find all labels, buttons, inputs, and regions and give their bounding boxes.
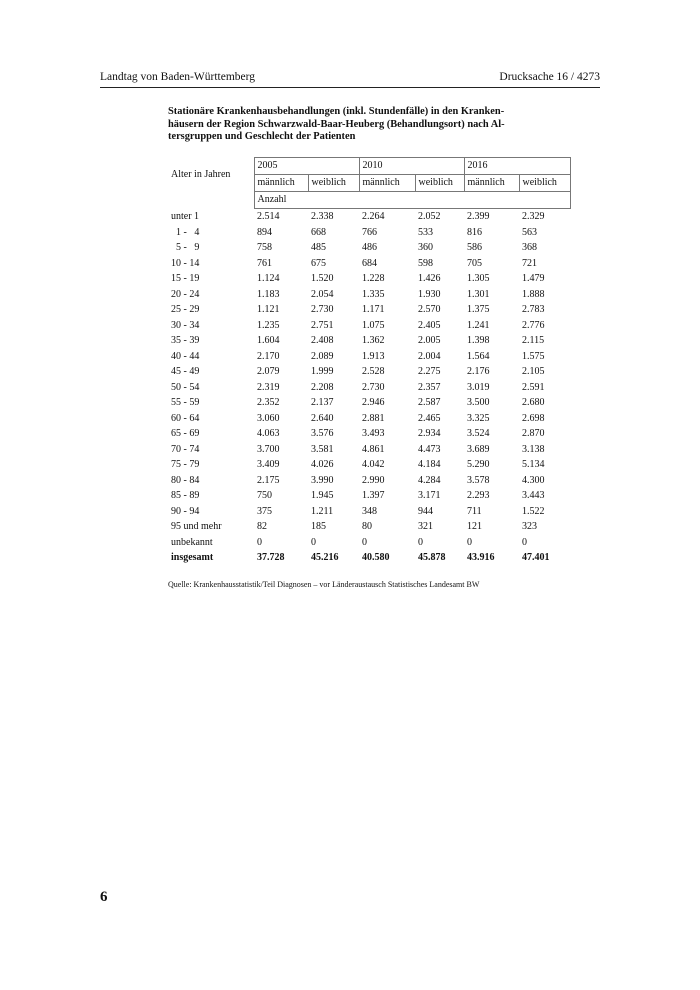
value-cell: 2.528 (362, 366, 385, 377)
value-cell: 2.870 (522, 428, 545, 439)
value-cell: 1.241 (467, 319, 490, 331)
value-cell: 3.700 (257, 443, 280, 455)
value-cell: 1.564 (467, 350, 490, 362)
value-cell: 3.060 (257, 412, 280, 424)
title-line: tersgruppen und Geschlecht der Patienten (168, 131, 356, 143)
age-group-cell: 55 - 59 (171, 397, 200, 408)
value-cell: 2.005 (418, 335, 441, 346)
sex-header: weiblich (308, 175, 359, 192)
value-cell: 2.357 (418, 381, 441, 393)
age-group-cell: 90 - 94 (171, 505, 200, 517)
value-cell: 1.479 (522, 273, 545, 284)
value-cell: 2.105 (522, 366, 545, 377)
value-cell: 80 (362, 521, 372, 532)
value-cell: 3.493 (362, 428, 385, 439)
table-row (168, 457, 570, 473)
table-row (168, 287, 570, 303)
age-group-cell: 85 - 89 (171, 490, 200, 501)
value-cell: 2.591 (522, 381, 545, 393)
age-group-cell: 65 - 69 (171, 428, 200, 439)
value-cell: 82 (257, 521, 267, 532)
value-cell: 2.089 (311, 350, 334, 362)
value-cell: 3.325 (467, 412, 490, 424)
table-title (168, 106, 568, 144)
table-row (168, 364, 570, 380)
year-header-2005: 2005 (254, 158, 359, 175)
value-cell: 5.290 (467, 459, 490, 470)
value-cell: 2.570 (418, 304, 441, 315)
value-cell: 1.930 (418, 288, 441, 300)
value-cell: 1.520 (311, 273, 334, 284)
value-cell: 4.042 (362, 459, 385, 470)
age-group-cell: 5 - 9 (171, 242, 200, 253)
value-cell: 2.275 (418, 366, 441, 377)
year-header-2010: 2010 (359, 158, 464, 175)
header-left-text: Landtag von Baden-Württemberg (100, 71, 255, 83)
value-cell: 1.604 (257, 335, 280, 346)
value-cell: 1.522 (522, 505, 545, 517)
age-group-cell: 40 - 44 (171, 350, 200, 362)
value-cell: 2.175 (257, 474, 280, 486)
total-row (168, 550, 570, 566)
table-row (168, 442, 570, 458)
age-group-cell: 70 - 74 (171, 443, 200, 455)
value-cell: 2.730 (362, 381, 385, 393)
value-cell: 321 (418, 521, 433, 532)
value-cell: 1.397 (362, 490, 385, 501)
value-cell: 485 (311, 242, 326, 253)
table-row (168, 333, 570, 349)
value-cell: 3.576 (311, 428, 334, 439)
value-cell: 533 (418, 226, 433, 238)
value-cell: 1.305 (467, 273, 490, 284)
age-group-cell: unbekannt (171, 536, 213, 548)
value-cell: 1.183 (257, 288, 280, 300)
value-cell: 1.913 (362, 350, 385, 362)
value-cell: 2.079 (257, 366, 280, 377)
value-cell: 586 (467, 242, 482, 253)
value-cell: 3.689 (467, 443, 490, 455)
value-cell: 0 (257, 536, 262, 548)
value-cell: 37.728 (257, 552, 285, 563)
value-cell: 2.730 (311, 304, 334, 315)
value-cell: 1.075 (362, 319, 385, 331)
value-cell: 2.934 (418, 428, 441, 439)
table-row (168, 411, 570, 427)
value-cell: 2.946 (362, 397, 385, 408)
table-row (168, 271, 570, 287)
age-group-cell: 1 - 4 (171, 226, 200, 238)
table-row (168, 302, 570, 318)
value-cell: 2.698 (522, 412, 545, 424)
value-cell: 43.916 (467, 552, 495, 563)
age-group-cell: 15 - 19 (171, 273, 200, 284)
value-cell: 2.514 (257, 211, 280, 222)
sex-header: männlich (359, 175, 415, 192)
value-cell: 40.580 (362, 552, 390, 563)
value-cell: 1.171 (362, 304, 385, 315)
data-table (168, 157, 571, 566)
title-line: häusern der Region Schwarzwald-Baar-Heuberg (Behandlungsort) nach Al- (168, 118, 505, 130)
unit-header: Anzahl (254, 192, 570, 209)
value-cell: 766 (362, 226, 377, 238)
age-group-cell: 25 - 29 (171, 304, 200, 315)
age-group-cell: 60 - 64 (171, 412, 200, 424)
value-cell: 3.171 (418, 490, 441, 501)
value-cell: 0 (522, 536, 527, 548)
value-cell: 2.990 (362, 474, 385, 486)
age-group-cell: 20 - 24 (171, 288, 200, 300)
value-cell: 2.352 (257, 397, 280, 408)
value-cell: 2.137 (311, 397, 334, 408)
table-row (168, 225, 570, 241)
value-cell: 2.881 (362, 412, 385, 424)
value-cell: 185 (311, 521, 326, 532)
value-cell: 3.409 (257, 459, 280, 470)
value-cell: 721 (522, 257, 537, 269)
table-row (168, 426, 570, 442)
table-row (168, 504, 570, 520)
value-cell: 121 (467, 521, 482, 532)
age-column-header: Alter in Jahren (168, 158, 254, 192)
age-group-cell: insgesamt (171, 552, 214, 563)
table-row (168, 473, 570, 489)
table-body (168, 209, 570, 566)
value-cell: 375 (257, 505, 272, 517)
value-cell: 4.184 (418, 459, 441, 470)
value-cell: 2.399 (467, 211, 490, 222)
value-cell: 2.264 (362, 211, 385, 222)
value-cell: 4.284 (418, 474, 441, 486)
value-cell: 2.751 (311, 319, 334, 331)
source-note: Quelle: Krankenhausstatistik/Teil Diagnosen – vor Länderaustausch Statistisches Landesamt BW (168, 580, 480, 589)
value-cell: 2.004 (418, 350, 441, 362)
value-cell: 761 (257, 257, 272, 269)
value-cell: 2.208 (311, 381, 334, 393)
value-cell: 45.878 (418, 552, 446, 563)
value-cell: 0 (467, 536, 472, 548)
age-group-cell: 30 - 34 (171, 319, 200, 331)
value-cell: 1.228 (362, 273, 385, 284)
table-row (168, 488, 570, 504)
age-group-cell: 95 und mehr (171, 521, 222, 532)
table-row (168, 240, 570, 256)
sex-header: männlich (464, 175, 519, 192)
value-cell: 1.888 (522, 288, 545, 300)
table-row (168, 256, 570, 272)
value-cell: 323 (522, 521, 537, 532)
value-cell: 3.443 (522, 490, 545, 501)
value-cell: 348 (362, 505, 377, 517)
value-cell: 2.115 (522, 335, 545, 346)
value-cell: 1.121 (257, 304, 280, 315)
title-line: Stationäre Krankenhausbehandlungen (inkl. Stundenfälle) in den Kranken- (168, 106, 505, 117)
value-cell: 3.990 (311, 474, 334, 486)
value-cell: 4.300 (522, 474, 545, 486)
sex-header: männlich (254, 175, 308, 192)
value-cell: 1.335 (362, 288, 385, 300)
value-cell: 0 (362, 536, 367, 548)
value-cell: 2.465 (418, 412, 441, 424)
value-cell: 1.999 (311, 366, 334, 377)
value-cell: 2.405 (418, 319, 441, 331)
value-cell: 2.170 (257, 350, 280, 362)
value-cell: 3.138 (522, 443, 545, 455)
page-number: 6 (100, 889, 108, 905)
value-cell: 2.176 (467, 366, 490, 377)
table-row (168, 395, 570, 411)
value-cell: 3.578 (467, 474, 490, 486)
value-cell: 486 (362, 242, 377, 253)
value-cell: 684 (362, 257, 377, 269)
value-cell: 2.329 (522, 211, 545, 222)
value-cell: 0 (418, 536, 423, 548)
value-cell: 4.026 (311, 459, 334, 470)
table-row (168, 349, 570, 365)
value-cell: 1.124 (257, 273, 280, 284)
value-cell: 5.134 (522, 459, 545, 470)
value-cell: 675 (311, 257, 326, 269)
value-cell: 1.362 (362, 335, 385, 346)
value-cell: 4.063 (257, 428, 280, 439)
value-cell: 2.338 (311, 211, 334, 222)
value-cell: 368 (522, 242, 537, 253)
value-cell: 3.524 (467, 428, 490, 439)
value-cell: 894 (257, 226, 272, 238)
sex-header: weiblich (415, 175, 464, 192)
value-cell: 750 (257, 490, 272, 501)
value-cell: 2.776 (522, 319, 545, 331)
value-cell: 2.587 (418, 397, 441, 408)
value-cell: 944 (418, 505, 433, 517)
value-cell: 2.293 (467, 490, 490, 501)
age-group-cell: 10 - 14 (171, 257, 200, 269)
value-cell: 3.581 (311, 443, 334, 455)
year-header-2016: 2016 (464, 158, 570, 175)
value-cell: 3.019 (467, 381, 490, 393)
value-cell: 598 (418, 257, 433, 269)
value-cell: 2.408 (311, 335, 334, 346)
value-cell: 47.401 (522, 552, 550, 563)
header-right-text: Drucksache 16 / 4273 (499, 71, 600, 83)
value-cell: 758 (257, 242, 272, 253)
value-cell: 0 (311, 536, 316, 548)
age-group-cell: 35 - 39 (171, 335, 200, 346)
value-cell: 711 (467, 505, 482, 517)
value-cell: 2.054 (311, 288, 334, 300)
page-header (100, 71, 600, 88)
age-group-cell: unter 1 (171, 210, 200, 222)
value-cell: 2.680 (522, 397, 545, 408)
age-group-cell: 45 - 49 (171, 366, 200, 377)
value-cell: 1.235 (257, 319, 280, 331)
value-cell: 816 (467, 226, 482, 238)
value-cell: 563 (522, 226, 537, 238)
value-cell: 2.783 (522, 304, 545, 315)
value-cell: 1.426 (418, 273, 441, 284)
table-row (168, 519, 570, 535)
value-cell: 1.211 (311, 505, 334, 517)
value-cell: 3.500 (467, 397, 490, 408)
value-cell: 1.945 (311, 490, 334, 501)
value-cell: 45.216 (311, 552, 339, 563)
table-row (168, 209, 570, 225)
age-group-cell: 50 - 54 (171, 381, 200, 393)
value-cell: 1.575 (522, 350, 545, 362)
value-cell: 2.319 (257, 381, 280, 393)
value-cell: 2.052 (418, 211, 441, 222)
table-row (168, 318, 570, 334)
value-cell: 4.861 (362, 443, 385, 455)
value-cell: 668 (311, 226, 326, 238)
value-cell: 2.640 (311, 412, 334, 424)
value-cell: 360 (418, 242, 433, 253)
value-cell: 1.398 (467, 335, 490, 346)
age-group-cell: 75 - 79 (171, 459, 200, 470)
table-row (168, 535, 570, 551)
value-cell: 1.375 (467, 304, 490, 315)
table-row (168, 380, 570, 396)
value-cell: 1.301 (467, 288, 490, 300)
blank-cell (168, 192, 254, 209)
value-cell: 4.473 (418, 443, 441, 455)
age-group-cell: 80 - 84 (171, 474, 200, 486)
value-cell: 705 (467, 257, 482, 269)
sex-header: weiblich (519, 175, 570, 192)
